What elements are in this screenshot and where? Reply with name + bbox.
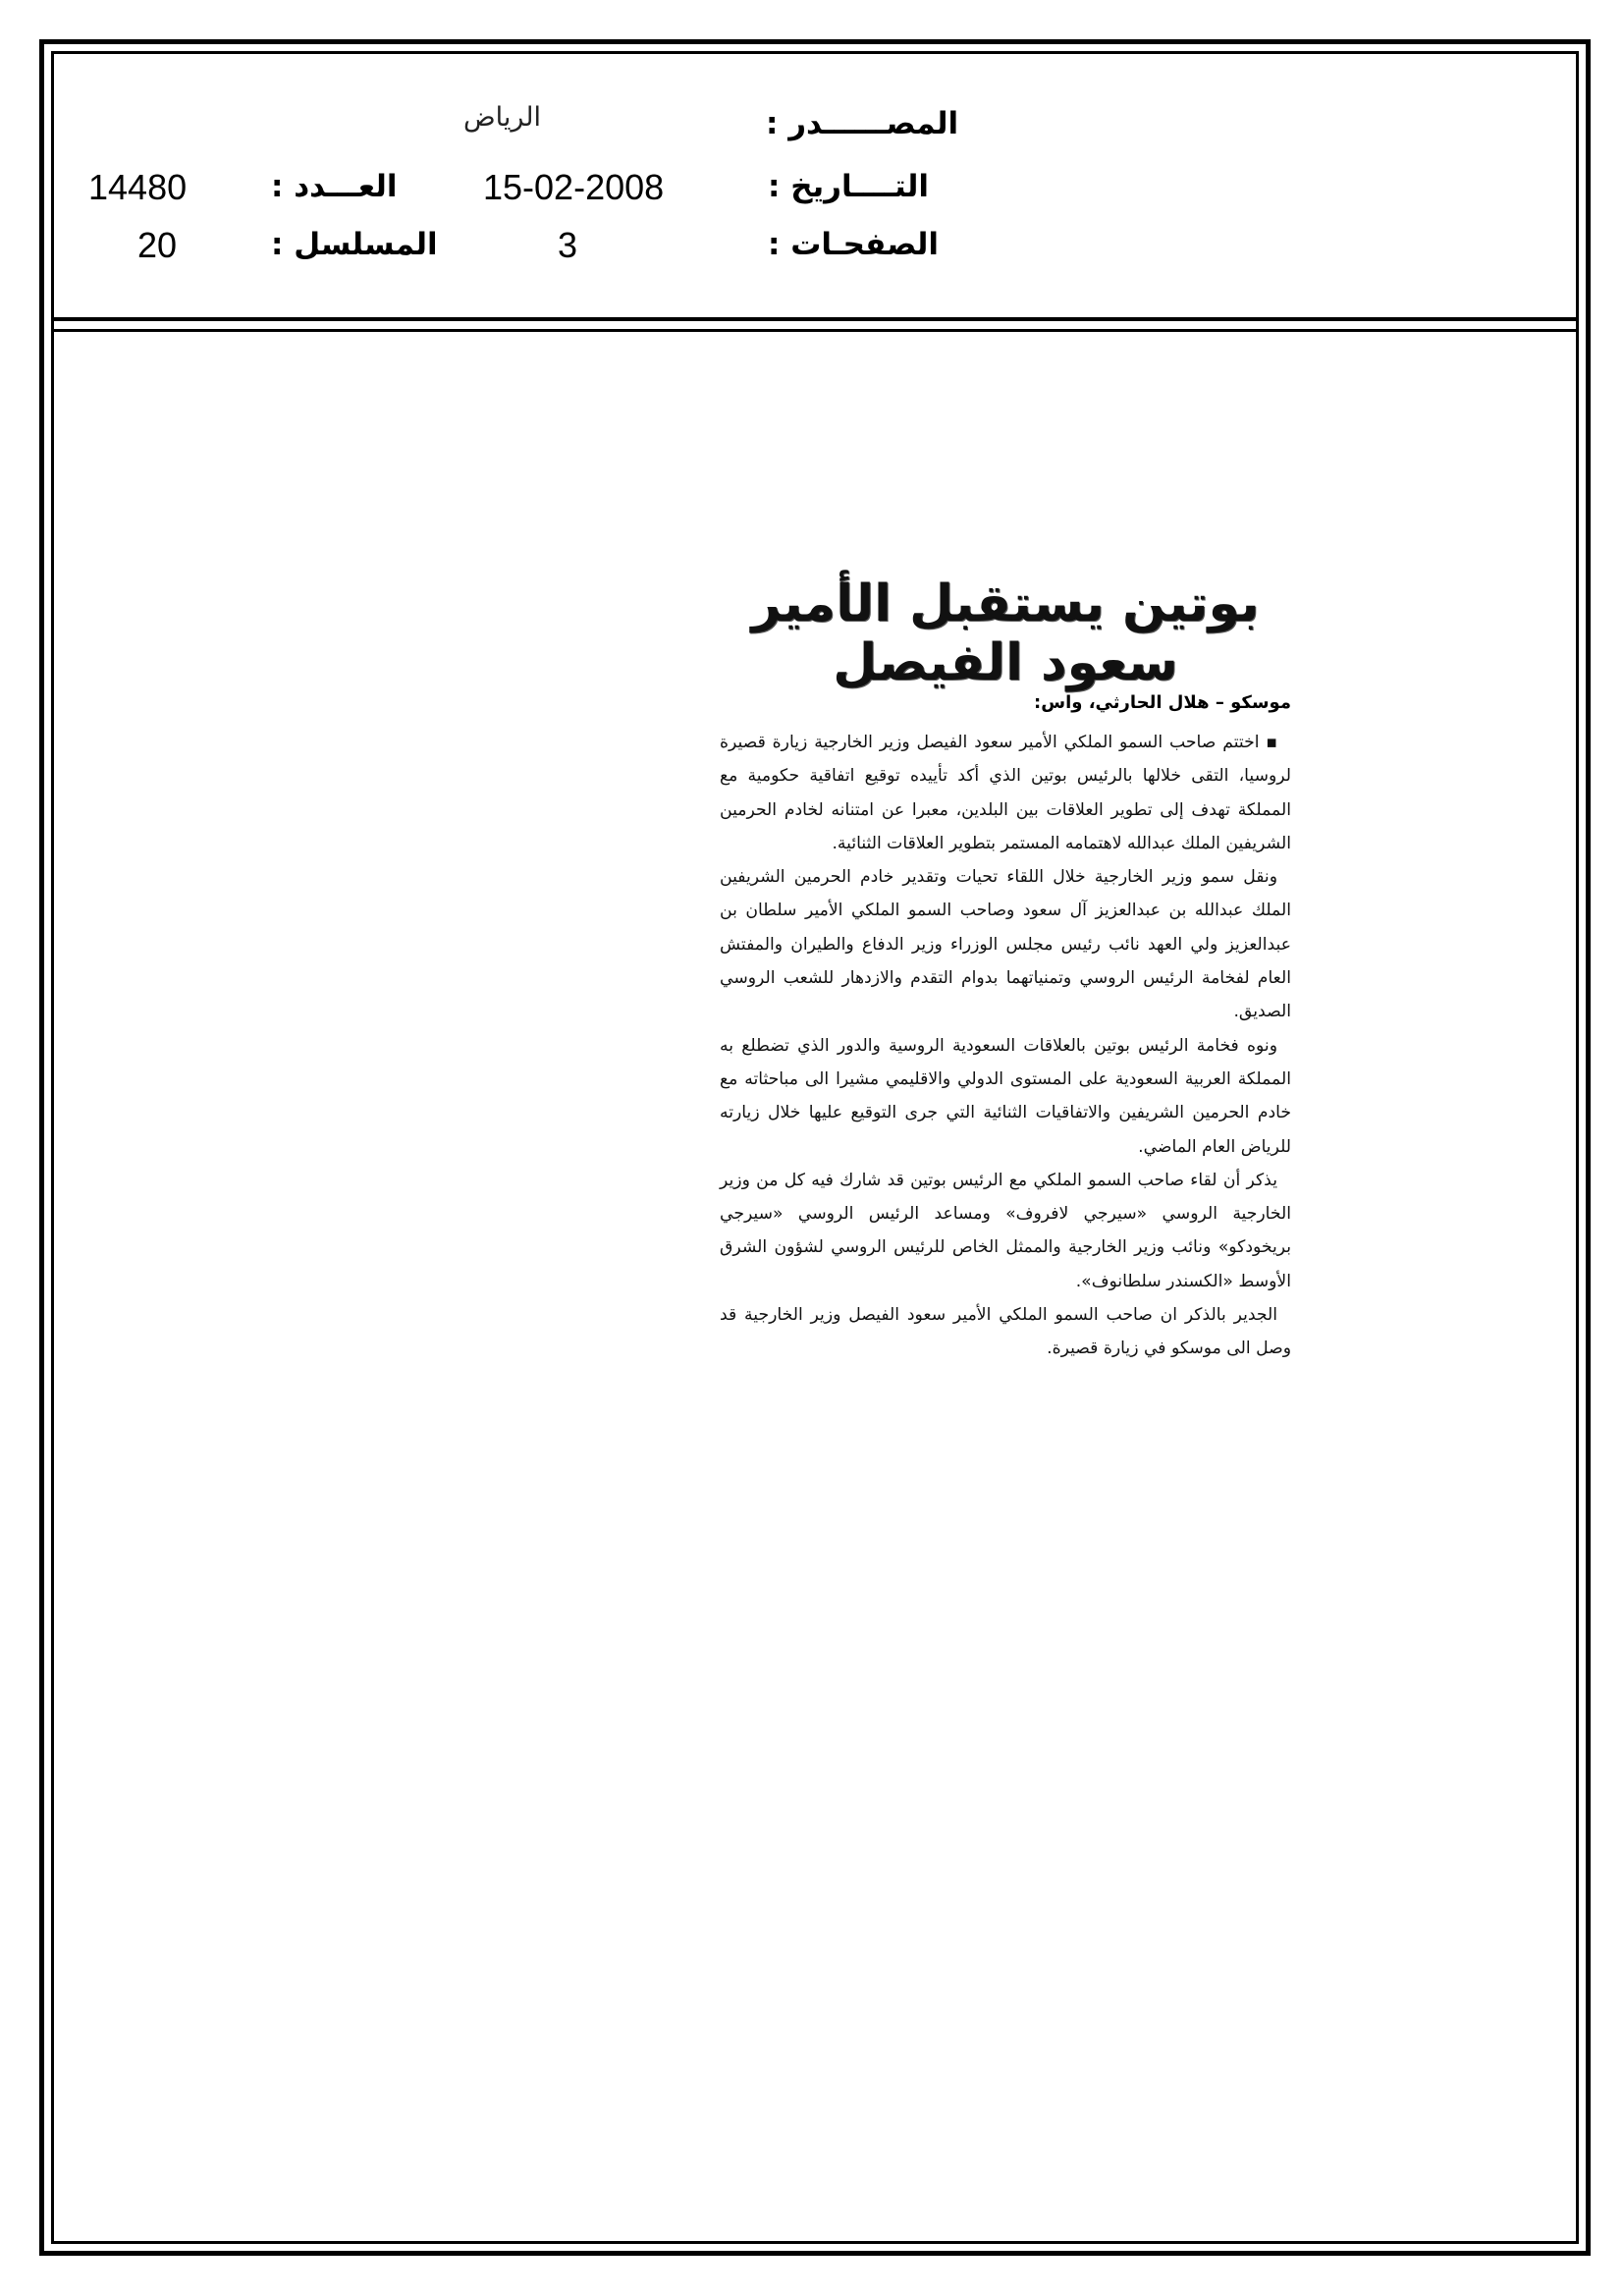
issue-label: العـــدد : [271, 169, 398, 204]
pages-value: 3 [558, 225, 578, 265]
article-paragraph: ونقل سمو وزير الخارجية خلال اللقاء تحيات وتقدير خادم الحرمين الشريفين الملك عبدالله بن عبدالعزيز آل سعود وصاحب السمو الملكي الأمير سلطان بن عبدالعزيز ولي العهد نائب رئيس مجلس الوزراء وزير الدفاع والطيران والمفتش العام لفخامة الرئيس الروسي وتمنياتهما بدوام التقدم والازدهار للشعب الروسي الصديق. [720, 867, 1291, 1022]
serial-value: 20 [137, 225, 178, 265]
article-byline: موسكو – هلال الحارثي، واس: [1034, 692, 1291, 713]
article-paragraph: ▪ اختتم صاحب السمو الملكي الأمير سعود الفيصل وزير الخارجية زيارة قصيرة لروسيا، التقى خلالها بالرئيس بوتين الذي أكد تأييده توقيع اتفاقية حكومية مع المملكة تهدف إلى تطوير العلاقات بين البلدين، معبرا عن امتنانه لخادم الحرمين الشريفين الملك عبدالله لاهتمامه المستمر بتطوير العلاقات الثنائية. [720, 733, 1291, 853]
article-paragraph: الجدير بالذكر ان صاحب السمو الملكي الأمير سعود الفيصل وزير الخارجية قد وصل الى موسكو في زيارة قصيرة. [720, 1305, 1291, 1359]
serial-label: المسلسل : [271, 227, 438, 262]
article-paragraph: ونوه فخامة الرئيس بوتين بالعلاقات السعودية الروسية والدور الذي تضطلع به المملكة العربية السعودية على المستوى الدولي والاقليمي مشيرا الى مباحثاته مع خادم الحرمين الشريفين والاتفاقيات الثنائية التي جرى التوقيع عليها خلال زيارته للرياض العام الماضي. [720, 1035, 1291, 1157]
newspaper-clipping [720, 555, 1291, 1645]
article-body [720, 726, 1291, 1366]
header-divider [51, 317, 1579, 321]
issue-value: 14480 [88, 167, 188, 207]
date-label: التــــاريخ : [768, 169, 929, 204]
source-value: الرياض [463, 102, 542, 132]
article-paragraph: يذكر أن لقاء صاحب السمو الملكي مع الرئيس بوتين قد شارك فيه كل من وزير الخارجية الروسي «سيرجي لافروف» ومساعد الرئيس الروسي «سيرجي بريخودكو» ونائب وزير الخارجية والممثل الخاص للرئيس الروسي لشؤون الشرق الأوسط «الكسندر سلطانوف». [720, 1170, 1291, 1291]
pages-label: الصفحـات : [768, 227, 940, 262]
source-label: المصــــــدر : [766, 106, 959, 141]
date-value: 15-02-2008 [483, 167, 665, 207]
header-divider-secondary [51, 329, 1579, 332]
article-headline: بوتين يستقبل الأمير سعود الفيصل [751, 574, 1260, 692]
